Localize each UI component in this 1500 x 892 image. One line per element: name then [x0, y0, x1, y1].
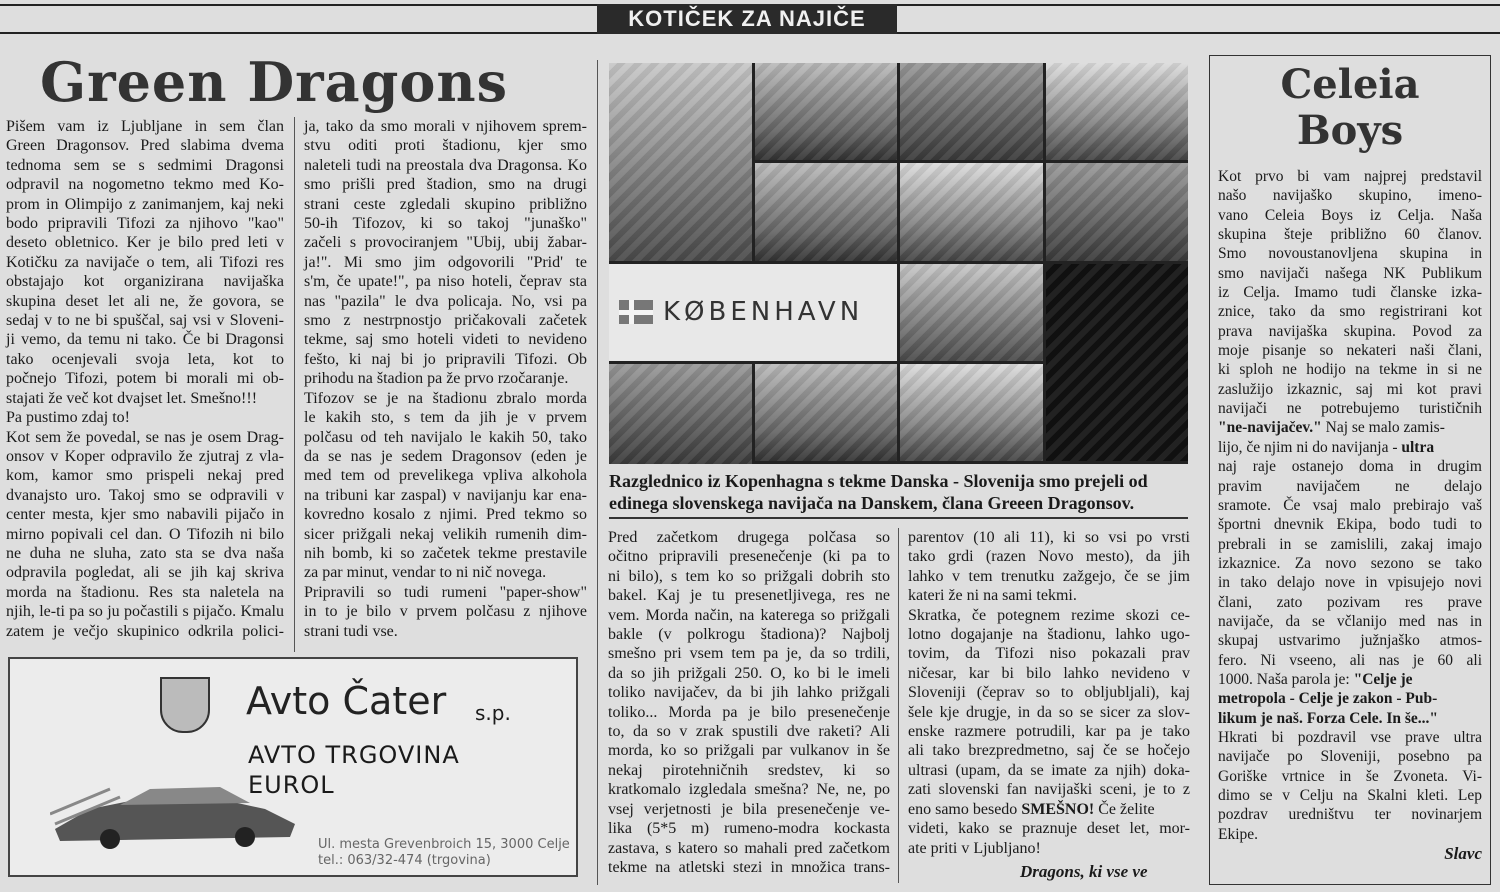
- text-line: ni bilo), s tem ko so prižgali dobrih sto: [608, 567, 890, 585]
- text-line: mirno popivali cel dan. O Tifozih ni bilo: [6, 525, 284, 543]
- ad-address-line-1: Ul. mesta Grevenbroich 15, 3000 Celje: [318, 837, 570, 852]
- text-line: nekaj pirotehničnih sredstev, ki so: [608, 761, 890, 779]
- caption-rule: [609, 517, 1188, 519]
- text-line: da so jih prižgali 250. O, ko bi le imeli: [608, 664, 890, 682]
- text-line: strani tudi vse.: [304, 622, 398, 640]
- text-line: tovim, da Tifozi niso pokazali prav: [908, 645, 1190, 663]
- text-line: iz Celja. Imamo tudi članske izka-: [1218, 284, 1482, 302]
- celeia-signoff: Slavc: [1444, 844, 1482, 864]
- article-column-4: [908, 528, 1190, 858]
- text-line: smo prišli pred štadion, smo na drugi: [304, 176, 587, 194]
- text-line: skupina deset let ali ne, že govora, se: [6, 292, 284, 310]
- text-line: deseto obletnico. Ker je bilo pred leti v: [6, 234, 284, 252]
- photo-tile: [755, 364, 898, 461]
- text-line: vem. Morda način, na katerega so prižgali: [608, 606, 890, 624]
- text-line: za par minut, vendar to ni nič novega.: [304, 564, 547, 582]
- text-line: Green Dragonsov. Pred slabima dvema: [6, 137, 284, 155]
- text-line: njih, le-ti pa so ju počastili s pijačo. Kmalu: [6, 603, 284, 621]
- copenhagen-postcard-photo: [609, 63, 1188, 464]
- text-line: Skratka, če potegnem rezime skozi ce-: [908, 606, 1190, 624]
- photo-tile: [900, 63, 1043, 160]
- avto-cater-advertisement: [8, 657, 578, 877]
- photo-tile: [900, 163, 1043, 260]
- text-line: prom in Olimpijo z zanimanjem, kaj neki: [6, 195, 284, 213]
- headline-line-1: Celeia: [1280, 61, 1420, 108]
- text-line: kom, kamor smo prispeli nekaj pred: [6, 467, 284, 485]
- text-line: [1218, 438, 1482, 457]
- text-line: toliko navijačev, da bi jih lahko prižgali: [608, 684, 890, 702]
- photo-tile: [1046, 163, 1189, 260]
- postcard-city-name: KØBENHAVN: [663, 297, 864, 328]
- photo-caption: Razglednico iz Kopenhagna s tekme Danska - Slovenija smo prejeli od edinega slovenskega navijača na Danskem, člana Greeen Dragonsov.: [609, 471, 1148, 513]
- car-illustration-icon: [50, 769, 300, 849]
- text-line: [1218, 709, 1482, 728]
- text-line: naj raje ostanejo doma in drugim: [1218, 458, 1482, 476]
- text-line: nih bomb, ki so začetek tekme prestavile: [304, 544, 587, 562]
- text-line: pravim navijačem ne delajo: [1218, 477, 1482, 495]
- text-line: lahko v tem trenutku zažgejo, če se jim: [908, 567, 1190, 585]
- text-line: ja!". Mi smo jim odgovorili "Prid' te: [304, 253, 587, 271]
- text-line: tekme, saj smo hoteli videti to nevideno: [304, 331, 587, 349]
- text-line: smešno pri vsem tem pa je, da so trdili,: [608, 645, 890, 663]
- text-fragment: Če želite: [1094, 800, 1155, 818]
- text-fragment: 1000. Naša parola je:: [1218, 670, 1354, 688]
- text-line: dimo se v Celju na Skalni kleti. Lep: [1218, 787, 1482, 804]
- text-line: polčasu od teh navijalo le kakih 50, tako: [304, 428, 587, 446]
- text-line: vano Celeia Boys iz Celja. Naša: [1218, 206, 1482, 224]
- photo-tile: [1046, 63, 1189, 160]
- text-line: prebrali in se zamislili, zakaj imajo: [1218, 535, 1482, 553]
- text-line: Kot sem že povedal, se nas je osem Drag-: [6, 428, 284, 446]
- text-line: in tako delajo nove in vpisujejo novi: [1218, 574, 1482, 592]
- text-line: ja, tako da smo morali v njihovem sprem-: [304, 118, 587, 135]
- text-fragment: lijo, če njim ni do navijanja -: [1218, 438, 1402, 456]
- text-line: člani, zato pozivam res prave: [1218, 593, 1482, 611]
- text-line: odpravila pogledat, ali se jih kaj skriva: [6, 564, 284, 582]
- text-line: [908, 800, 1190, 819]
- text-line: stvu oditi proti štadionu, kjer smo: [304, 137, 587, 155]
- text-line: morda na štadionu. Res sta naletela na: [6, 583, 284, 601]
- dragons-signoff: Dragons, ki vse ve: [1020, 862, 1148, 881]
- danish-flag-icon: [619, 300, 653, 324]
- emphasis-text: metropola - Celje je zakon - Pub-: [1218, 690, 1438, 708]
- text-line: prava navijaška skupina. Povod za: [1218, 322, 1482, 340]
- text-line: vsej verjetnosti je bila presenečenje ve-: [608, 800, 890, 818]
- photo-tile: [609, 63, 752, 261]
- text-line: nas "pazila" le dva policaja. No, vsi pa: [304, 292, 587, 310]
- text-line: med tem od prevelikega vpliva alkohola: [304, 467, 587, 485]
- text-line: znice, tako da smo registrirani kot: [1218, 303, 1482, 321]
- text-line: našo navijaško skupino, imeno-: [1218, 187, 1482, 205]
- text-line: začeli s provociranjem "Ubij, ubij žabar-: [304, 234, 587, 252]
- celeia-boys-headline: [1209, 62, 1491, 154]
- text-line: sicer prižgali nekaj velikih rumenih dim-: [304, 525, 587, 543]
- text-line: sramote. Če vsaj malo prebirajo vaš: [1218, 496, 1482, 514]
- text-line: počnejo Tifozi, potem bi morali mi ob-: [6, 370, 284, 388]
- text-line: zati slovenski fan navijaški sceni, je to z: [908, 781, 1190, 799]
- column-divider: [898, 528, 899, 883]
- article-column-2: [304, 117, 587, 641]
- text-line: na tribuni kar zaspal) v navijanju kar ena-: [304, 486, 587, 504]
- text-line: ki sploh ne hodijo na tekme in si ne: [1218, 361, 1482, 379]
- text-line: Sloveniji (čeprav so to obljubljali), kaj: [908, 684, 1190, 702]
- ad-company-suffix: s.p.: [475, 701, 511, 725]
- text-line: navijače po Sloveniji, posebno pa: [1218, 748, 1482, 766]
- text-line: dvanajsto uro. Takoj smo se odpravili v: [6, 486, 284, 504]
- text-line: ne duha ne sluha, zato sta se dva naša: [6, 544, 284, 562]
- text-line: in to je bilo v prvem polčasu z njihove: [304, 603, 587, 621]
- text-line: ate priti v Ljubljano!: [908, 839, 1041, 857]
- text-line: bakel. Kaj je tu presenetljivega, res ne: [608, 587, 890, 605]
- emphasis-text: SMEŠNO!: [1021, 800, 1095, 818]
- ad-company-name: Avto Čater: [246, 679, 447, 723]
- photo-tile: [1046, 264, 1189, 462]
- text-line: bodo pripravili Tifozi za njihovo "kao": [6, 215, 284, 233]
- photo-tile: [755, 63, 898, 160]
- text-line: naleteli tudi na preostala dva Dragonsa. Ko: [304, 156, 587, 174]
- text-line: s'm, če upate!", pa niso hoteli, čeprav sta: [304, 273, 587, 291]
- text-line: pozdrav uredništvu ter novinarjem: [1218, 806, 1482, 824]
- photo-tile: [609, 364, 752, 464]
- text-line: smo z nestrpnostjo pričakovali začetek: [304, 312, 587, 330]
- text-line: tekme na atletski stezi in množica trans-: [608, 858, 890, 876]
- text-line: strani ceste zgledali skupino približno: [304, 195, 587, 213]
- text-line: tako ocenjevali svoja leta, kot to: [6, 350, 284, 368]
- article-column-1: [6, 117, 284, 641]
- text-line: Kotičku za navijače o tem, ali Tifozi res: [6, 253, 284, 271]
- text-line: skupaj ustvarimo južnjaško atmos-: [1218, 632, 1482, 650]
- ad-address: [318, 837, 570, 869]
- emphasis-text: ultra: [1401, 438, 1435, 456]
- text-line: Pa pustimo zdaj to!: [6, 409, 130, 427]
- celeia-boys-text: [1218, 167, 1482, 863]
- text-line: Ekipe.: [1218, 825, 1259, 843]
- text-line: odpravil na nogometno tekmo med Ko-: [6, 176, 284, 194]
- green-dragons-headline: Green Dragons: [40, 50, 509, 114]
- text-line: bakle (v polkrogu štadiona)? Najbolj: [608, 626, 890, 644]
- text-line: športni dnevnik Ekipa, bodo tudi to: [1218, 516, 1482, 534]
- text-line: izkaznice. Za novo sezono se tako: [1218, 554, 1482, 572]
- text-line: ji vemo, da temu ni tako. Če bi Dragonsi: [6, 331, 284, 349]
- ad-address-line-2: tel.: 063/32-474 (trgovina): [318, 853, 491, 868]
- text-line: ultrasi (upam, da se imate za njih) doka-: [908, 761, 1190, 779]
- text-line: navijače, da se včlanijo med nas in: [1218, 612, 1482, 630]
- text-line: Kot prvo bi vam najprej predstavil: [1218, 168, 1482, 185]
- text-line: to, da so v zrak spustili dve raketi? Ali: [608, 723, 890, 741]
- emphasis-text: "Celje je: [1353, 670, 1413, 688]
- photo-tile: [900, 364, 1043, 461]
- text-line: tednoma sem se s sedmimi Dragonsi: [6, 156, 284, 174]
- text-line: center mesta, kjer smo nabavili pijačo in: [6, 506, 284, 524]
- emphasis-text: "ne-navijačev.": [1218, 419, 1322, 437]
- text-line: onsov v Koper odpravilo že zjutraj z vla-: [6, 447, 284, 465]
- text-line: videti, kako se praznuje deset let, mor-: [908, 820, 1190, 838]
- text-line: stajati že več kot dvajset let. Smešno!!!: [6, 389, 258, 407]
- text-line: le kakih sto, s tem da jih je v prvem: [304, 409, 587, 427]
- text-line: Pripravili so tudi rumeni "paper-show": [304, 583, 587, 601]
- text-line: fešto, ki naj bi jo pripravili Tifozi. Ob: [304, 350, 587, 368]
- text-fragment: eno samo besedo: [908, 800, 1022, 818]
- text-line: enske razmere potrudili, kar pa je tako: [908, 723, 1190, 741]
- text-line: Pišem vam iz Ljubljane in sem član: [6, 118, 284, 135]
- column-divider: [294, 117, 295, 652]
- text-line: [1218, 670, 1482, 689]
- ad-line-1: AVTO TRGOVINA: [248, 741, 460, 769]
- text-line: 50-ih Tifozov, ki so takoj "junaško": [304, 215, 587, 233]
- text-line: prihodu na štadion pa že prvo rzočaranje.: [304, 370, 569, 388]
- text-line: tako grdi (razen Novo mesto), da jih: [908, 548, 1190, 566]
- text-line: [1218, 418, 1482, 437]
- text-line: fero. Ni vseeno, ali nas je 60 ali: [1218, 651, 1482, 669]
- text-line: toliko... Morda pa je bilo presenečenje: [608, 703, 890, 721]
- text-line: lika (5*5 m) rumeno-modra kockasta: [608, 820, 890, 838]
- text-line: ali tako brezpredmetno, saj če se hočejo: [908, 742, 1190, 760]
- text-line: skupina šteje približno 60 članov.: [1218, 226, 1482, 244]
- text-line: smo navijači našega NK Publikum: [1218, 264, 1482, 282]
- text-line: lotno dogajanje na štadionu, lahko ugo-: [908, 626, 1190, 644]
- photo-tile: [755, 163, 898, 260]
- text-line: da se nas je sedem Dragonsov (eden je: [304, 447, 587, 465]
- photo-tile: [900, 264, 1043, 361]
- column-divider: [597, 60, 598, 885]
- headline-line-2: Boys: [1296, 107, 1404, 154]
- text-line: moje pisanje so nekateri naši člani,: [1218, 342, 1482, 360]
- text-line: Goriške vrtnice in še Zvoneta. Vi-: [1218, 767, 1482, 785]
- text-line: zastava, s katero so mahali pred začetkom: [608, 839, 890, 857]
- ad-line-2: EUROL: [248, 771, 335, 799]
- text-line: kratkomalo izgledala smešna? Ne, ne, po: [608, 781, 890, 799]
- text-line: Smo novoustanovljena skupina in: [1218, 245, 1482, 263]
- section-title: KOTIČEK ZA NAJIČE: [597, 4, 897, 34]
- text-line: sedaj v to ne bi spuščal, saj vsi v Sloveni-: [6, 312, 284, 330]
- text-line: [1218, 689, 1482, 708]
- text-line: Hkrati bi pozdravil vse prave ultra: [1218, 728, 1482, 746]
- text-line: Pred začetkom drugega polčasa so: [608, 529, 890, 546]
- text-line: obstajajo kot organizirana navijaška: [6, 273, 284, 291]
- text-line: navijači ne potrebujemo turističnih: [1218, 400, 1482, 418]
- text-line: zaslužijo izkaznic, saj mi kot pravi: [1218, 380, 1482, 398]
- text-line: kovredno kosalo z njimi. Pred tekmo so: [304, 506, 587, 524]
- text-line: ničesar, kar bi bilo lahko nevideno v: [908, 664, 1190, 682]
- text-fragment: Naj se malo zamis-: [1321, 419, 1445, 437]
- text-line: kateri že ni na sami tekmi.: [908, 587, 1077, 605]
- text-line: parentov (10 ali 11), ki so vsi po vrsti: [908, 529, 1190, 546]
- text-line: zatem je večjo skupinico odkrila polici-: [6, 622, 284, 640]
- article-column-3: [608, 528, 890, 877]
- text-line: šele kje drugje, in da so se sicer za slov-: [908, 703, 1190, 721]
- postcard-label: [609, 264, 897, 361]
- text-line: očitno pripravili presenečenje (ki pa to: [608, 548, 890, 566]
- text-line: Tifozov se je na štadionu zbralo morda: [304, 389, 587, 407]
- emphasis-text: likum je naš. Forza Cele. In še...": [1218, 709, 1438, 727]
- crest-logo-icon: [160, 677, 210, 733]
- text-line: morda, ko so prižgali par vulkanov in še: [608, 742, 890, 760]
